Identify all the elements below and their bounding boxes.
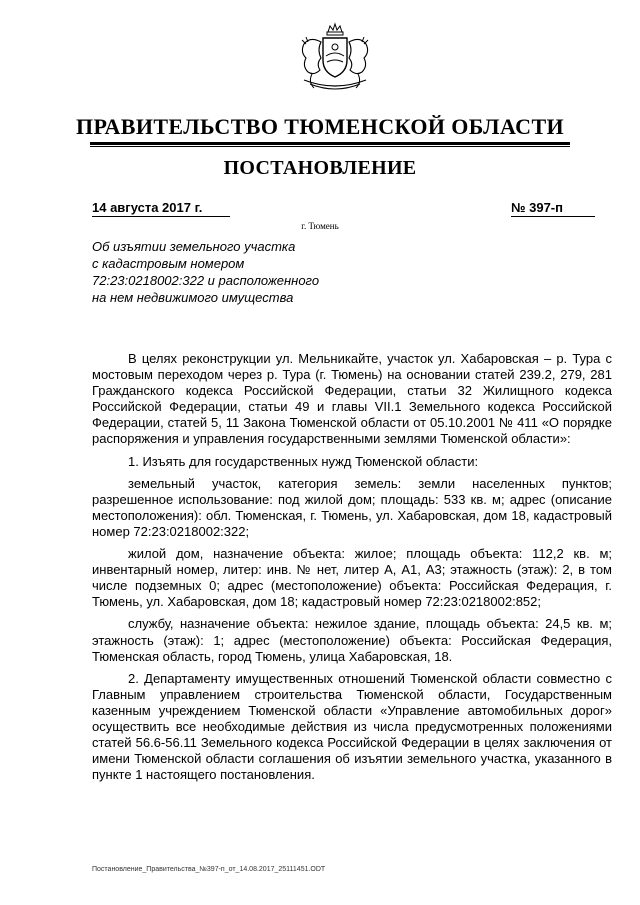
body-paragraph: 1. Изъять для государственных нужд Тюменской области: <box>128 453 479 469</box>
government-title: ПРАВИТЕЛЬСТВО ТЮМЕНСКОЙ ОБЛАСТИ <box>75 114 565 139</box>
title-rule-thin <box>90 146 570 147</box>
body-paragraph: жилой дом, назначение объекта: жилое; площадь объекта: 112,2 кв. м; инвентарный номер, литер: инв. № нет, литер А, А1, А3; этажность (этаж): 2, в том числе подземных 0; адрес (местоположение) объекта: Российская Федерация, г. Тюмень, ул. Хабаровская, дом 18; кадастровый номер 72:23:0218002:852; <box>92 546 612 610</box>
subject-line: с кадастровым номером <box>92 256 245 271</box>
subject-line: на нем недвижимого имущества <box>92 290 294 305</box>
title-rule <box>90 142 570 145</box>
document-city: г. Тюмень <box>301 221 339 231</box>
document-date: 14 августа 2017 г. <box>92 200 230 217</box>
file-footer: Постановление_Правительства_№397-п_от_14.08.2017_25111451.ODT <box>92 866 326 873</box>
body-paragraph: 2. Департаменту имущественных отношений Тюменской области совместно с Главным управлением строительства Тюменской области, Государственным казенным учреждением Тюменской области «Управление автомобильных дорог» осуществить все необходимые действия из числа предусмотренных положениями статей 56.6-56.11 Земельного кодекса Российской Федерации в целях заключения от имени Тюменской области соглашения об изъятии земельного участка, указанного в пункте 1 настоящего постановления. <box>92 670 612 783</box>
body-paragraph: службу, назначение объекта: нежилое здание, площадь объекта: 24,5 кв. м; этажность (этаж): 1; адрес (местоположение) объекта: Российская Федерация, Тюменская область, город Тюмень, улица Хабаровская, 18. <box>92 616 612 664</box>
document-number: № 397-п <box>511 200 595 217</box>
body-paragraph: В целях реконструкции ул. Мельникайте, участок ул. Хабаровская – р. Тура с мостовым переходом через р. Тура (г. Тюмень) на основании статей 239.2, 279, 281 Гражданского кодекса Российской Федерации, статьи 32 Жилищного кодекса Российской Федерации, статьи 49 и главы VII.1 Земельного кодекса Российской Федерации, статей 5, 11 Закона Тюменской области от 05.10.2001 № 411 «О порядке распоряжения и управления государственными землями Тюменской области»: <box>92 351 612 447</box>
document-subject <box>92 238 392 306</box>
document-type: ПОСТАНОВЛЕНИЕ <box>223 157 417 179</box>
subject-line: 72:23:0218002:322 и расположенного <box>92 273 320 288</box>
body-paragraph: земельный участок, категория земель: земли населенных пунктов; разрешенное использование: под жилой дом; площадь: 533 кв. м; адрес (описание местоположения): обл. Тюменская, г. Тюмень, ул. Хабаровская, дом 18, кадастровый номер 72:23:0218002:322; <box>92 475 612 539</box>
subject-line: Об изъятии земельного участка <box>92 239 296 254</box>
document-body <box>92 351 612 789</box>
coat-of-arms-icon <box>290 22 380 100</box>
